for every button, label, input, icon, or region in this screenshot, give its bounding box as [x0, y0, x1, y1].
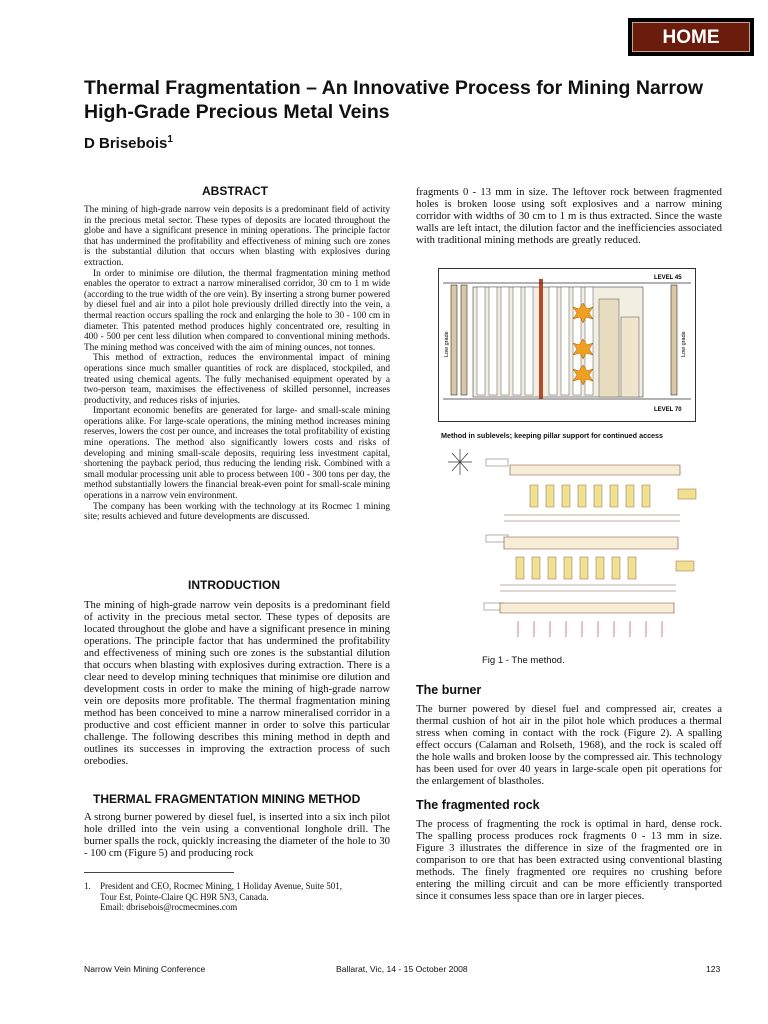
home-button[interactable]	[628, 18, 754, 56]
footnote-line: Tour Est, Pointe-Claire QC H9R 5N3, Canada.	[100, 891, 269, 902]
method-heading: THERMAL FRAGMENTATION MINING METHOD	[93, 792, 361, 806]
abstract-paragraph: This method of extraction, reduces the environmental impact of mining operations since much smaller quantities of rock are displaced, stockpiled, and treated using chemical agents. The fully mechanised equipment operated by a two-person team, maximises the effectiveness of skilled personnel, increases productivity, and reduces risks of injuries.	[84, 353, 390, 406]
figure-caption: Fig 1 - The method.	[482, 655, 565, 666]
burner-heading: The burner	[416, 683, 482, 697]
abstract-paragraph: The company has been working with the technology at its Rocmec 1 mining site; results achieved and future developments are discussed.	[84, 501, 390, 523]
author-footnote-ref: 1	[167, 134, 173, 145]
plan-view-drawing	[444, 445, 708, 645]
footnote-line: President and CEO, Rocmec Mining, 1 Holiday Avenue, Suite 501,	[100, 881, 343, 891]
level-70-label: LEVEL 70	[654, 407, 682, 413]
introduction-heading: INTRODUCTION	[188, 578, 280, 592]
abstract-paragraph: In order to minimise ore dilution, the thermal fragmentation mining method enables the operator to extract a narrow mineralised corridor, 30 cm to 1 m wide (according to the true width of the ore vein). By inserting a strong burner powered by diesel fuel and air into a pilot hole previously drilled directly into the vein, a thermal reaction occurs spalling the rock and enlarging the hole to 30 - 100 cm in diameter. This patented method produces highly concentrated ore, resulting in 400 - 500 per cent less dilution when compared to conventional mining methods. The mining method was conceived with the aim of mining ounces, not tonnes.	[84, 268, 390, 353]
abstract-body	[84, 205, 390, 523]
abstract-paragraph: The mining of high-grade narrow vein deposits is a predominant field of activity in the precious metal sector. These types of deposits are located throughout the globe and have a significant presence in mining operations. The principle factor that has undermined the profitability and effectiveness of mining such ore zones is the substantial dilution that occurs when blasting with explosives during extraction.	[84, 205, 390, 268]
low-grade-right: Low grade	[681, 331, 687, 357]
figure-cross-section	[438, 268, 696, 422]
footer-conference: Narrow Vein Mining Conference	[84, 964, 206, 974]
figure-subcaption: Method in sublevels; keeping pillar support for continued access	[441, 431, 664, 440]
abstract-paragraph: Important economic benefits are generated for large- and small-scale mining operations alike. For large-scale operations, the mining method increases mining reserves, lowers the cost per ounce, and increases the total profitability of existing mine operations. The method also significantly lowers costs and risks of developing and mining small-scale deposits, requiring less investment capital, shortening the payback period, thus reducing the lending risk. Combined with a small modular processing unit able to process between 100 - 300 tons per day, the method substantially lowers the financial break-even point for small-scale mining operations in a narrow vein environment.	[84, 406, 390, 502]
introduction-paragraph: The mining of high-grade narrow vein deposits is a predominant field of activity in the precious metal sector. These types of deposits are located throughout the globe and have a significant presence in mining operations. The principle factor that has undermined the profitability and effectiveness of mining such ore zones is the substantial dilution that occurs when blasting with explosives during extraction. There is a clear need to develop mining techniques that minimise ore dilution and development costs in order to make the mining of high-grade narrow vein ore deposits more profitable. The thermal fragmentation mining method has been conceived to mine a narrow mineralised corridor in a productive and cost efficient manner in order to solve this particular challenge. The following describes this mining method in depth and outlines its successes in improving the extraction process of such orebodies.	[84, 599, 390, 767]
level-45-label: LEVEL 45	[654, 275, 682, 281]
low-grade-left: Low grade	[444, 331, 450, 357]
introduction-body	[84, 599, 390, 767]
figure-plan-view	[444, 445, 708, 645]
burner-body	[416, 703, 722, 787]
home-button-label[interactable]: HOME	[632, 22, 750, 52]
method-paragraph: A strong burner powered by diesel fuel, is inserted into a six inch pilot hole drilled into the vein using a conventional longhole drill. The burner spalls the rock, quickly increasing the diameter of the hole to 30 - 100 cm (Figure 5) and producing rock	[84, 811, 390, 859]
page-number: 123	[706, 964, 721, 974]
fragmented-paragraph: The process of fragmenting the rock is optimal in hard, dense rock. The spalling process produces rock fragments 0 - 13 mm in size. Figure 3 illustrates the difference in size of the fragmented ore in comparison to ore that has been extracted using conventional blasting methods. The finely fragmented ore requires no crushing before entering the milling circuit and can be more efficiently transported since it consumes less space than ore in larger pieces.	[416, 818, 722, 902]
method-body	[84, 811, 390, 859]
footnote-rule	[84, 872, 234, 873]
paper-title: Thermal Fragmentation – An Innovative Process for Mining Narrow High-Grade Precious Metal Veins	[84, 77, 704, 123]
fragmented-body	[416, 818, 722, 902]
continuation-paragraph: fragments 0 - 13 mm in size. The leftover rock between fragmented holes is broken loose using soft explosives and a narrow mining corridor with widths of 30 cm to 1 m is thus extracted. Since the waste walls are left intact, the dilution factor and the inefficiencies associated with traditional mining methods are greatly reduced.	[416, 186, 722, 246]
footnote	[84, 881, 394, 913]
burner-paragraph: The burner powered by diesel fuel and compressed air, creates a thermal cushion of hot air in the pilot hole which produces a thermal stress when coming in contact with the rock (Figure 2). A spalling effect occurs (Calaman and Rolseth, 1968), and the rock is scaled off the hole walls and broken loose by the compressed air. This technology has been used for over 40 years in large-scale open pit operations for the enlargement of blastholes.	[416, 703, 722, 787]
footnote-number: 1.	[84, 881, 91, 891]
fragmented-heading: The fragmented rock	[416, 798, 540, 812]
footer-location-date: Ballarat, Vic, 14 - 15 October 2008	[336, 964, 468, 974]
abstract-heading: ABSTRACT	[202, 184, 268, 198]
cross-section-drawing	[439, 269, 695, 421]
right-column-intro	[416, 186, 722, 246]
footnote-email: Email: dbrisebois@rocmecmines.com	[100, 902, 238, 912]
author: D Brisebois$^1$	[84, 134, 173, 152]
